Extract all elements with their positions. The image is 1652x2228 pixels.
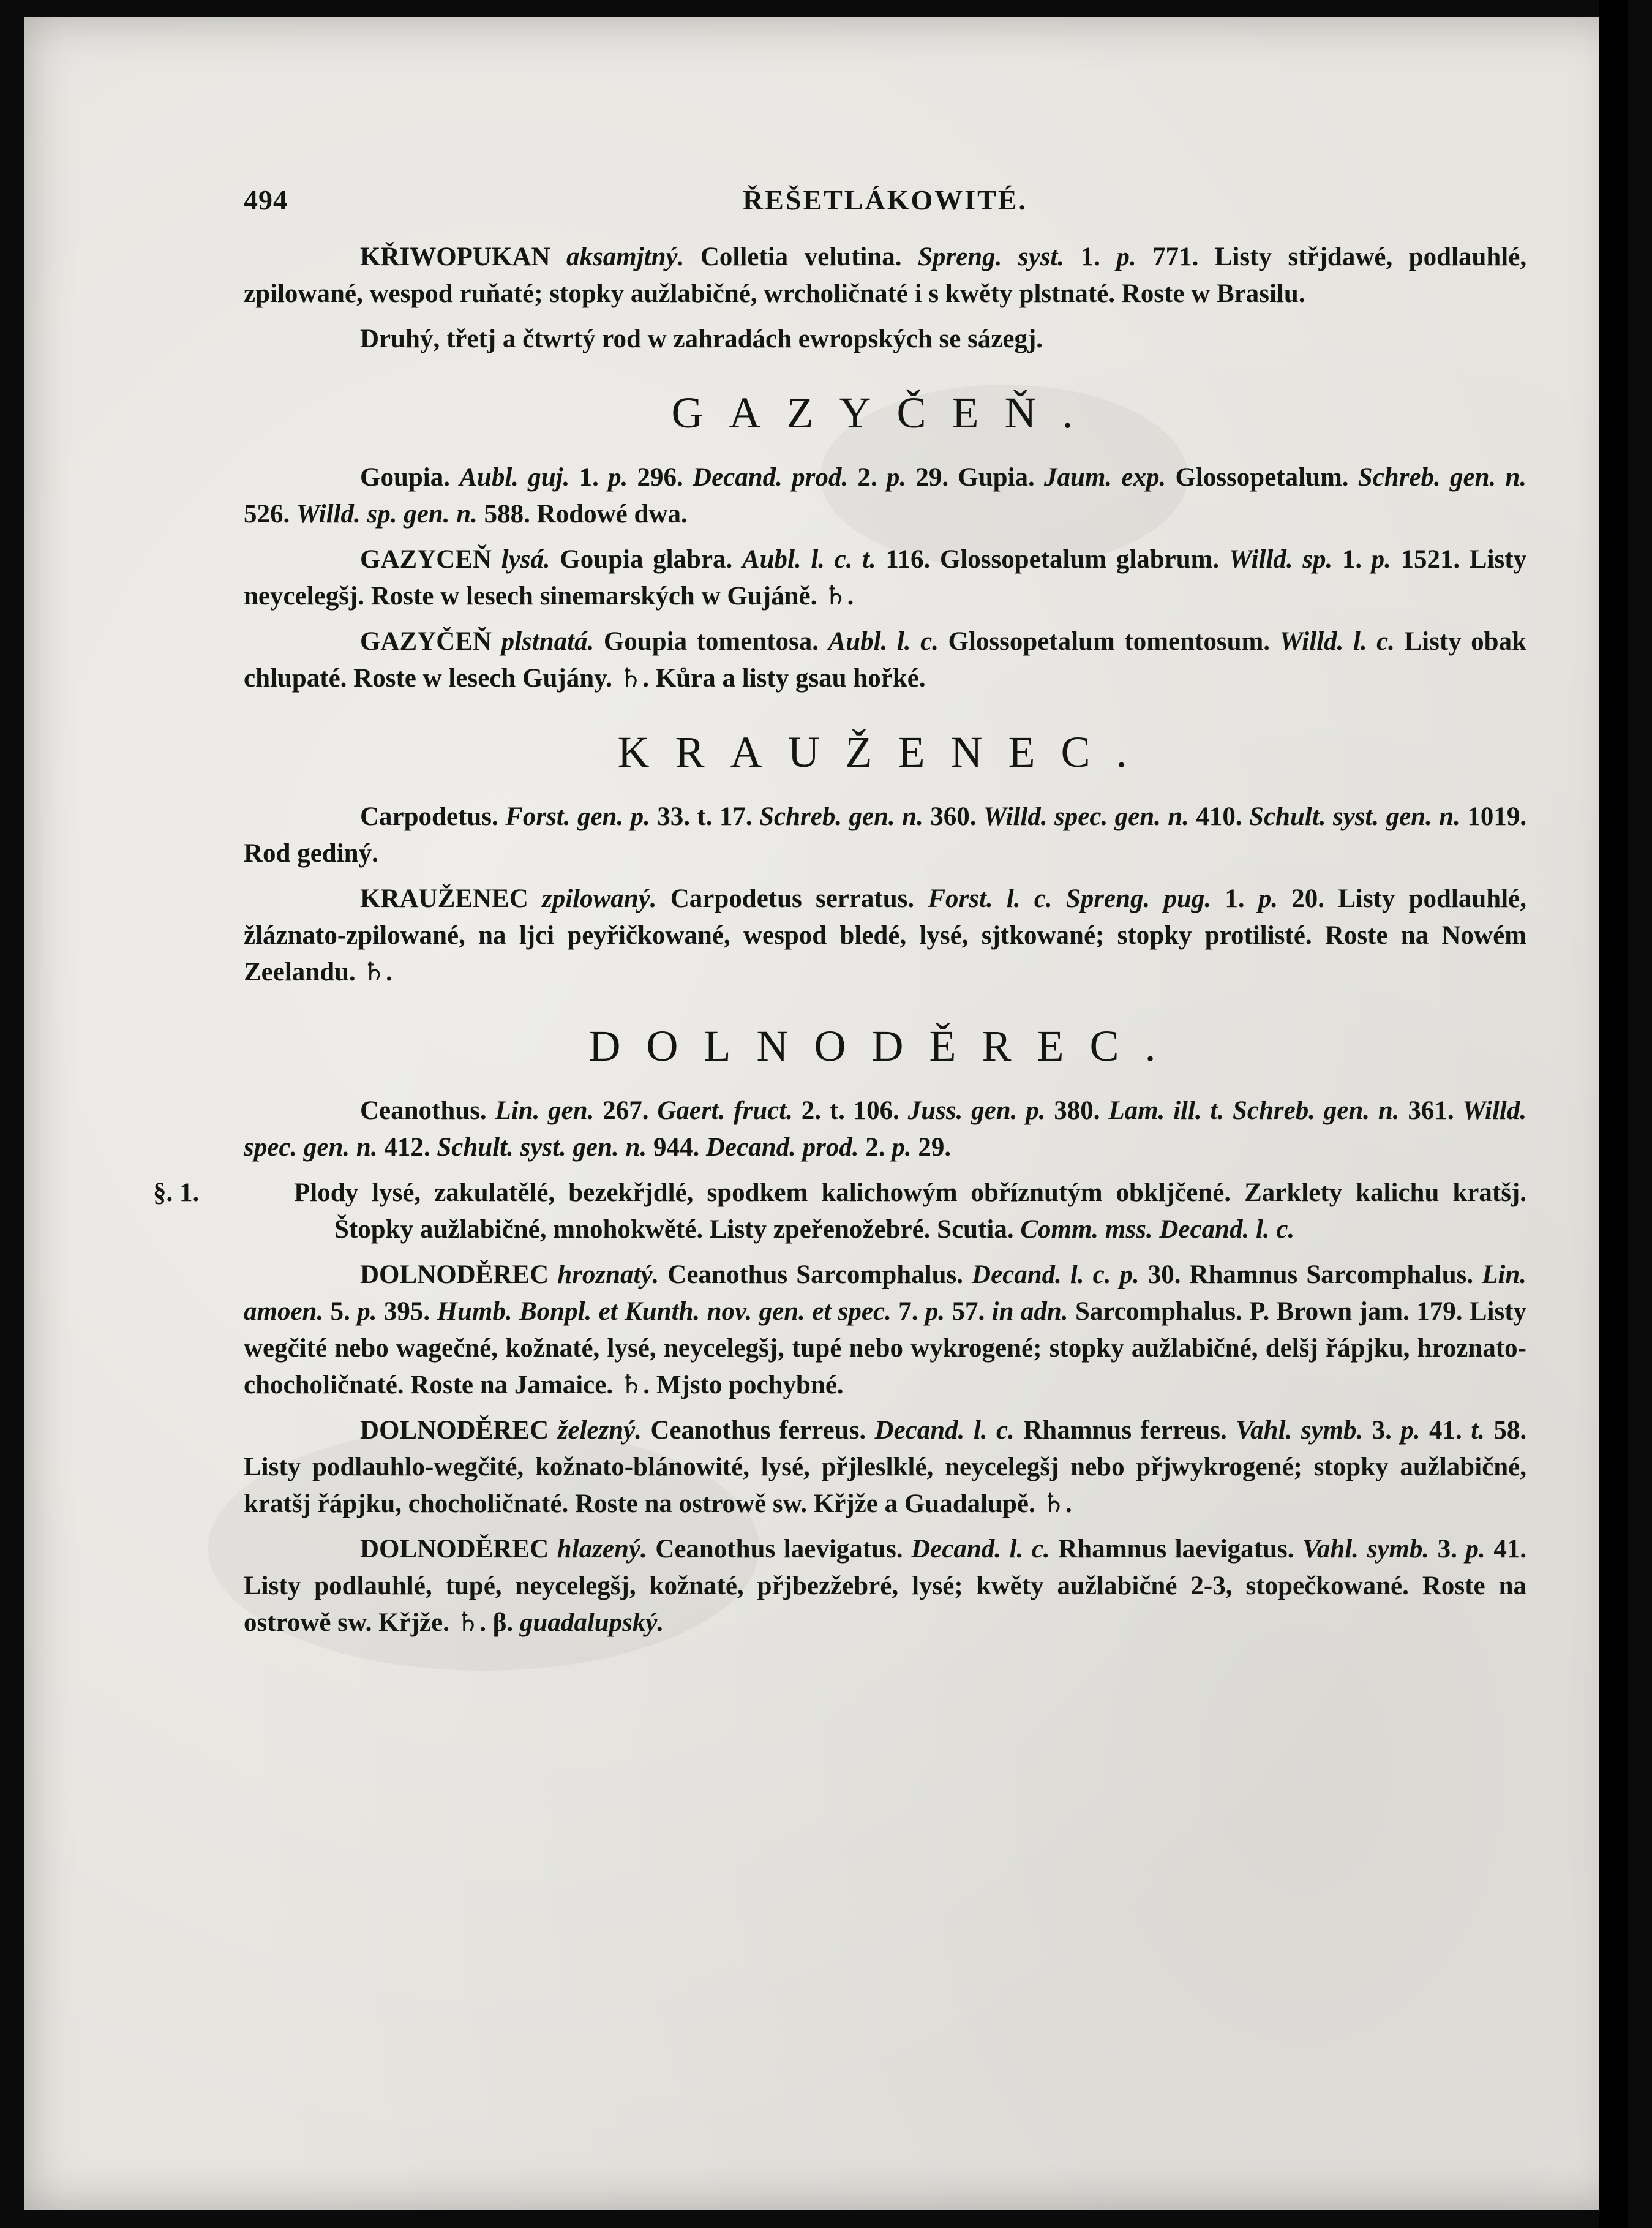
text: Goupia. — [360, 463, 450, 492]
text: 410. — [1196, 802, 1242, 831]
epithet: plstnatá. — [501, 627, 595, 656]
species-entry — [244, 1412, 1526, 1522]
genus-description — [244, 1093, 1526, 1166]
reference: Spreng. syst. — [918, 243, 1065, 271]
reference: p. — [1400, 1416, 1421, 1445]
text: 1521. Listy neycelegšj. Roste w lesech sinemarských w Gujáně. ♄. — [244, 545, 1527, 611]
reference: p. — [886, 463, 907, 492]
reference: Aubl. guj. — [459, 463, 570, 492]
text-page — [153, 184, 1527, 1641]
reference: Decand. prod. — [693, 463, 849, 492]
text: 361. — [1408, 1096, 1454, 1125]
reference: p. — [1465, 1535, 1485, 1564]
reference: Schreb. gen. n. — [1233, 1096, 1400, 1125]
text: 267. — [603, 1096, 649, 1125]
text: Carpodetus serratus. — [670, 884, 915, 913]
reference: Willd. spec. gen. n. — [244, 1096, 1527, 1162]
text: 771. Listy střjdawé, podlauhlé, zpilowané, wespod ruňaté; stopky aužlabičné, wrcholičnaté i s kwěty plstnaté. Roste w Brasilu. — [244, 243, 1527, 308]
reference: Lin. amoen. — [244, 1260, 1527, 1326]
text: 395. — [383, 1297, 430, 1326]
reference: Vahl. symb. — [1302, 1535, 1430, 1564]
species-entry — [244, 239, 1526, 312]
reference: p. — [925, 1297, 945, 1326]
epithet: hlazený. — [557, 1535, 647, 1564]
section-paragraph — [153, 1175, 1526, 1248]
species-name: DOLNODĚREC — [360, 1260, 549, 1289]
scan-border — [1599, 0, 1628, 2228]
text: Carpodetus. — [360, 802, 498, 831]
text: 5. — [330, 1297, 350, 1326]
reference: Decand. prod. — [705, 1133, 859, 1162]
text: Rhamnus ferreus. — [1023, 1416, 1227, 1445]
text: 29. Gupia. — [915, 463, 1035, 492]
reference: p. — [1371, 545, 1391, 574]
reference: Vahl. symb. — [1236, 1416, 1364, 1445]
reference: Schreb. gen. n. — [1357, 463, 1527, 492]
text: 3. — [1437, 1535, 1457, 1564]
reference: Willd. sp. gen. n. — [296, 500, 478, 529]
genus-heading: GAZYČEŇ. — [671, 388, 1099, 437]
text: Sarcomphalus. P. Brown jam. 179. Listy wegčité nebo wagečné, kožnaté, lysé, neycelegšj, tupé nebo wykrogené; stopky aužlabičné, delšj řápjku, hroznato-chocholičnaté. Roste na Jamaice. ♄. Mjsto pochybné. — [244, 1297, 1527, 1399]
text: Druhý, třetj a čtwrtý rod w zahradách ewropských se sázegj. — [360, 325, 1043, 353]
text: 1. — [1342, 545, 1362, 574]
text: 2. — [857, 463, 877, 492]
reference: Lin. gen. — [495, 1096, 595, 1125]
species-name: KRAUŽENEC — [360, 884, 528, 913]
reference: Lam. ill. t. — [1108, 1096, 1225, 1125]
text: Ceanothus laevigatus. — [655, 1535, 903, 1564]
text: Goupia glabra. — [560, 545, 733, 574]
text: Plody lysé, zakulatělé, bezekřjdlé, spodkem kalichowým obříznutým obkljčené. Zarklety kalichu kratšj. Štopky aužlabičné, mnohokwěté. Listy zpeřenožebré. Scutia. — [294, 1178, 1526, 1244]
text: 412. — [384, 1133, 430, 1162]
text: β. — [492, 1608, 514, 1637]
text: 360. — [930, 802, 977, 831]
reference: Humb. Bonpl. et Kunth. nov. gen. et spec. — [437, 1297, 892, 1326]
text: 1. — [1080, 243, 1100, 271]
reference: Willd. spec. gen. n. — [983, 802, 1189, 831]
reference: Forst. l. c. — [928, 884, 1053, 913]
text: Glossopetalum tomentosum. — [948, 627, 1271, 656]
species-name: DOLNODĚREC — [360, 1535, 549, 1564]
text: 30. Rhamnus Sarcomphalus. — [1147, 1260, 1474, 1289]
reference: Decand. l. c. p. — [972, 1260, 1140, 1289]
reference: Decand. l. c. — [911, 1535, 1050, 1564]
reference: p. — [1258, 884, 1278, 913]
genus-heading: KRAUŽENEC. — [617, 728, 1153, 777]
reference: p. — [357, 1297, 377, 1326]
text: Ceanothus Sarcomphalus. — [667, 1260, 964, 1289]
reference: Willd. l. c. — [1279, 627, 1395, 656]
text: 29. — [918, 1133, 952, 1162]
reference: Schult. syst. gen. n. — [1249, 802, 1460, 831]
text: 57. — [952, 1297, 985, 1326]
reference: Aubl. l. c. — [828, 627, 939, 656]
species-name: GAZYČEŇ — [360, 627, 492, 656]
reference: Forst. gen. p. — [505, 802, 650, 831]
species-entry — [244, 1257, 1526, 1404]
reference: Schult. syst. gen. n. — [437, 1133, 647, 1162]
reference: Schreb. gen. n. — [759, 802, 923, 831]
section-label: §. 1. — [153, 1178, 200, 1207]
reference: Willd. sp. — [1228, 545, 1333, 574]
epithet: železný. — [557, 1416, 642, 1445]
text: 20. Listy podlauhlé, žláznato-zpilowané, na ljci peyřičkowané, wespod bledé, lysé, sjtkowané; stopky protilisté. Roste na Nowém Zeelandu. ♄. — [244, 884, 1526, 987]
species-entry — [244, 541, 1526, 615]
text: 2. — [865, 1133, 885, 1162]
text: Rhamnus laevigatus. — [1058, 1535, 1294, 1564]
text: Ceanothus ferreus. — [650, 1416, 866, 1445]
text: 588. Rodowé dwa. — [484, 500, 688, 529]
text: 3. — [1372, 1416, 1392, 1445]
text: 2. t. 106. — [801, 1096, 899, 1125]
page-header — [244, 184, 1526, 239]
reference: p. — [1116, 243, 1136, 271]
reference: p. — [892, 1133, 912, 1162]
text: 116. Glossopetalum glabrum. — [885, 545, 1220, 574]
text: 1019. Rod gediný. — [244, 802, 1527, 868]
text: 41. Listy podlauhlé, tupé, neycelegšj, kožnaté, přjbezžebré, lysé; kwěty aužlabičné 2-3, stopečkowané. Roste na ostrowě sw. Křjže. ♄. — [244, 1535, 1527, 1637]
reference: p. — [608, 463, 628, 492]
genus-description — [244, 799, 1526, 872]
epithet: hroznatý. — [557, 1260, 659, 1289]
species-entry — [244, 623, 1526, 697]
reference: Gaert. fruct. — [657, 1096, 793, 1125]
genus-description — [244, 459, 1526, 533]
species-name: KŘIWOPUKAN — [360, 243, 550, 271]
epithet: lysá. — [501, 545, 550, 574]
reference: Jaum. exp. — [1044, 463, 1166, 492]
page-number: 494 — [244, 184, 288, 216]
text: Glossopetalum. — [1175, 463, 1349, 492]
text: 1. — [1225, 884, 1245, 913]
reference: t. — [1471, 1416, 1485, 1445]
text: 7. — [898, 1297, 918, 1326]
species-name: GAZYCEŇ — [360, 545, 492, 574]
text: 944. — [653, 1133, 700, 1162]
running-title: ŘEŠETLÁKOWITÉ. — [742, 184, 1028, 216]
text: 33. t. 17. — [657, 802, 753, 831]
reference: Comm. mss. Decand. l. c. — [1020, 1215, 1295, 1244]
paragraph — [244, 321, 1526, 358]
reference: guadalupský. — [519, 1608, 664, 1637]
species-entry — [244, 1531, 1526, 1641]
text: Goupia tomentosa. — [603, 627, 819, 656]
text: Ceanothus. — [360, 1096, 487, 1125]
genus-heading: DOLNODĚREC. — [588, 1022, 1182, 1071]
reference: Decand. l. c. — [874, 1416, 1015, 1445]
reference: in adn. — [991, 1297, 1068, 1326]
reference: Juss. gen. p. — [907, 1096, 1046, 1125]
species-entry — [244, 881, 1526, 991]
reference: Spreng. pug. — [1065, 884, 1212, 913]
epithet: aksamjtný. — [566, 243, 685, 271]
reference: Aubl. l. c. t. — [742, 545, 876, 574]
epithet: zpilowaný. — [541, 884, 657, 913]
text: Colletia velutina. — [700, 243, 902, 271]
text: 380. — [1054, 1096, 1100, 1125]
text: 1. — [579, 463, 599, 492]
text: Listy obak chlupaté. Roste w lesech Gujány. ♄. Kůra a listy gsau hořké. — [244, 627, 1527, 693]
text: 41. — [1429, 1416, 1462, 1445]
species-name: DOLNODĚREC — [360, 1416, 549, 1445]
text: 58. Listy podlauhlo-wegčité, kožnato-blánowité, lysé, přjleslklé, neycelegšj nebo přjwykrogené; stopky aužlabičné, kratšj řápjku, chocholičnaté. Roste na ostrowě sw. Křjže a Guadalupě. ♄. — [244, 1416, 1527, 1518]
text: 526. — [244, 500, 290, 529]
text: 296. — [637, 463, 683, 492]
